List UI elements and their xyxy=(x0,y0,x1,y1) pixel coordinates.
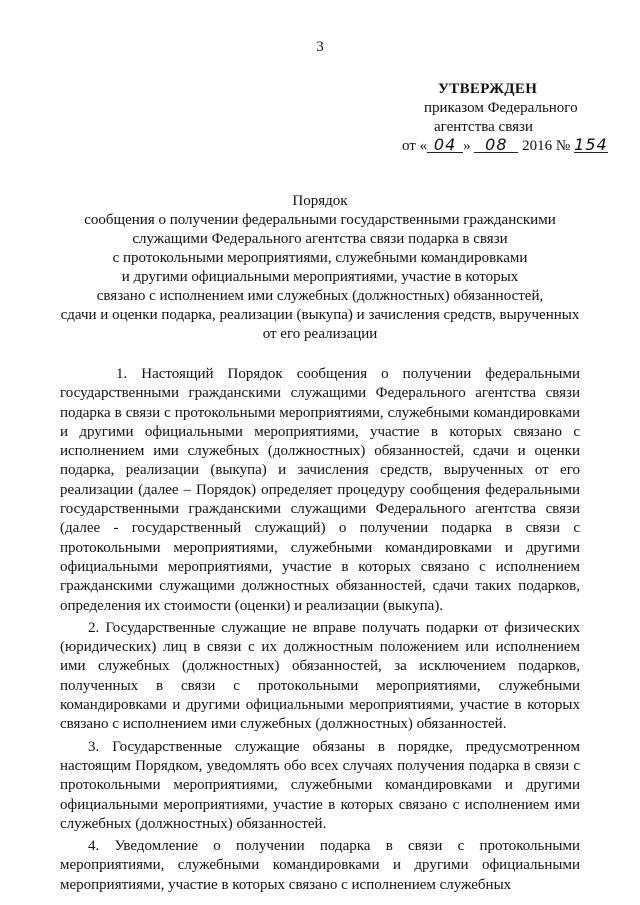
paragraph-4 xyxy=(60,837,580,895)
paragraph-number: 4. xyxy=(88,838,100,855)
page-number: 3 xyxy=(316,39,324,55)
heading-line: от его реализации xyxy=(262,326,378,342)
handwritten-day: 04 xyxy=(427,137,463,153)
approval-agency-line: агентства связи xyxy=(434,119,533,135)
document-body xyxy=(60,365,580,898)
document-heading xyxy=(60,192,580,344)
heading-line: и другими официальными мероприятиями, участие в которых xyxy=(121,269,519,285)
approval-block xyxy=(400,80,610,156)
paragraph-3 xyxy=(60,738,580,834)
handwritten-order-number: 154 xyxy=(574,135,608,154)
date-mid: » xyxy=(463,138,475,154)
approval-status: УТВЕРЖДЕН xyxy=(438,81,538,97)
heading-line: с протокольными мероприятиями, служебными командировками xyxy=(112,250,528,266)
date-year-number: 2016 № xyxy=(518,138,574,154)
heading-line: сдачи и оценки подарка, реализации (выкупа) и зачисления средств, вырученных xyxy=(60,307,580,323)
paragraph-text: Настоящий Порядок сообщения о получении федеральными государственными гражданскими служащими Федерального агентства связи подарка в связи с протокольными мероприятиями, служебными командировками и другими официальными мероприятиями, участие в которых связано с исполнением ими служебных (должностных) обязанностей, сдачи и оценки подарка, реализации (выкупа) и зачисления средств, вырученных от его реализации (далее – Порядок) определяет процедуру сообщения федеральными государственными гражданскими служащими Федерального агентства связи (далее - государственный служащий) о получении подарка в связи с протокольными мероприятиями, служебными командировками и другими официальными мероприятиями, участие в которых связано с исполнением гражданскими служащими должностных обязанностей, сдачи таких подарков, определения их стоимости (оценки) и реализации (выкупа). xyxy=(60,366,581,614)
paragraph-number: 1. xyxy=(116,366,128,382)
paragraph-number: 3. xyxy=(88,738,100,755)
paragraph-text: Государственные служащие не вправе получать подарки от физических (юридических) лиц в связи с их должностным положением или исполнением ими служебных (должностных) обязанностей, за исключением подарков, полученных в связи с протокольными мероприятиями, служебными командировками и другими официальными мероприятиями, участие в которых связано с исполнением ими служебных (должностных) обязанностей. xyxy=(60,619,581,733)
approval-date-line xyxy=(400,137,610,156)
date-prefix: от « xyxy=(402,138,428,154)
heading-line: связано с исполнением ими служебных (должностных) обязанностей, xyxy=(96,288,544,304)
handwritten-month: 08 xyxy=(474,137,518,153)
heading-line: служащими Федерального агентства связи подарка в связи xyxy=(132,231,508,247)
paragraph-text: Государственные служащие обязаны в порядке, предусмотренном настоящим Порядком, уведомлять обо всех случаях получения подарка в связи с протокольными мероприятиями, служебными командировками и другими официальными мероприятиями, участие в которых связано с исполнением ими служебных (должностных) обязанностей. xyxy=(60,738,580,832)
heading-line: сообщения о получении федеральными государственными гражданскими xyxy=(84,212,556,228)
approval-order-line: приказом Федерального xyxy=(424,100,578,116)
paragraph-1 xyxy=(60,365,580,616)
paragraph-text: Уведомление о получении подарка в связи с протокольными мероприятиями, служебными командировками и другими официальными мероприятиями, участие в которых связано с исполнением служебных xyxy=(60,838,580,893)
heading-title: Порядок xyxy=(292,193,348,209)
paragraph-2 xyxy=(60,619,580,735)
paragraph-number: 2. xyxy=(88,619,100,636)
